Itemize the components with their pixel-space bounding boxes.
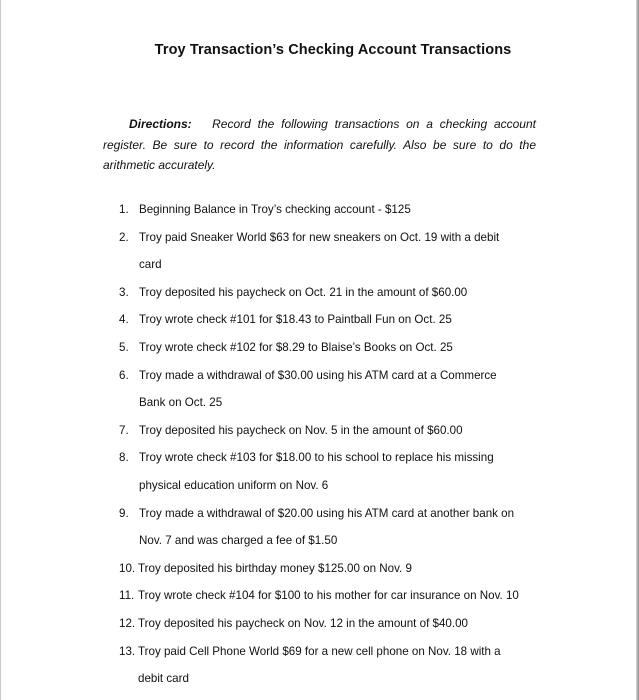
transaction-number: 6. [119,368,129,382]
transaction-text-line: Troy wrote check #102 for $8.29 to Blaise’s Books on Oct. 25 [139,341,453,354]
transaction-number: 5. [119,341,129,354]
transaction-number: 10. [119,561,136,575]
transaction-text-line: Troy wrote check #104 for $100 to his mother for car insurance on Nov. 10 [138,589,519,603]
transaction-text-line: Troy paid Cell Phone World $69 for a new cell phone on Nov. 18 with a [138,644,501,658]
transaction-text-line: Nov. 7 and was charged a fee of $1.50 [139,534,338,548]
document-title: Troy Transaction’s Checking Account Transactions [154,42,512,58]
transaction-number: 7. [119,423,129,437]
transaction-text-line: Bank on Oct. 25 [139,396,223,410]
transaction-number: 2. [119,230,129,244]
transaction-number: 9. [119,506,129,520]
transaction-text-line: debit card [138,672,189,686]
transaction-text-line: Troy deposited his paycheck on Nov. 5 in the amount of $60.00 [139,423,463,437]
transaction-text-line: card [139,258,162,272]
transaction-number: 4. [119,313,129,327]
transaction-text-line: Troy deposited his paycheck on Oct. 21 in the amount of $60.00 [139,285,468,299]
transaction-number: 8. [119,451,129,465]
transaction-text-line: Troy deposited his paycheck on Nov. 12 in the amount of $40.00 [138,617,468,630]
directions-label: Directions: [129,117,192,131]
transaction-text-line: Troy wrote check #101 for $18.43 to Paintball Fun on Oct. 25 [139,313,452,327]
directions-text: Record the following transactions on a checking account register. Be sure to record the information carefully. Also be sure to do the arithmetic accurately. [103,117,536,172]
transaction-text-line: Troy deposited his birthday money $125.00 on Nov. 9 [138,561,412,575]
transaction-text-line: Troy paid Sneaker World $63 for new sneakers on Oct. 19 with a debit [139,230,500,244]
transaction-number: 3. [119,285,129,299]
transaction-number: 1. [119,203,129,216]
transaction-number: 12. [119,617,136,630]
transaction-text-line: Troy wrote check #103 for $18.00 to his school to replace his missing [139,451,494,465]
transaction-number: 11. [119,589,135,603]
transaction-text-line: Troy made a withdrawal of $20.00 using his ATM card at another bank on [139,506,515,520]
transaction-number: 13. [119,644,136,658]
transaction-text-line: Troy made a withdrawal of $30.00 using his ATM card at a Commerce [139,368,497,382]
transaction-text-line: Beginning Balance in Troy’s checking account - $125 [139,203,411,216]
transaction-text-line: physical education uniform on Nov. 6 [139,478,329,492]
